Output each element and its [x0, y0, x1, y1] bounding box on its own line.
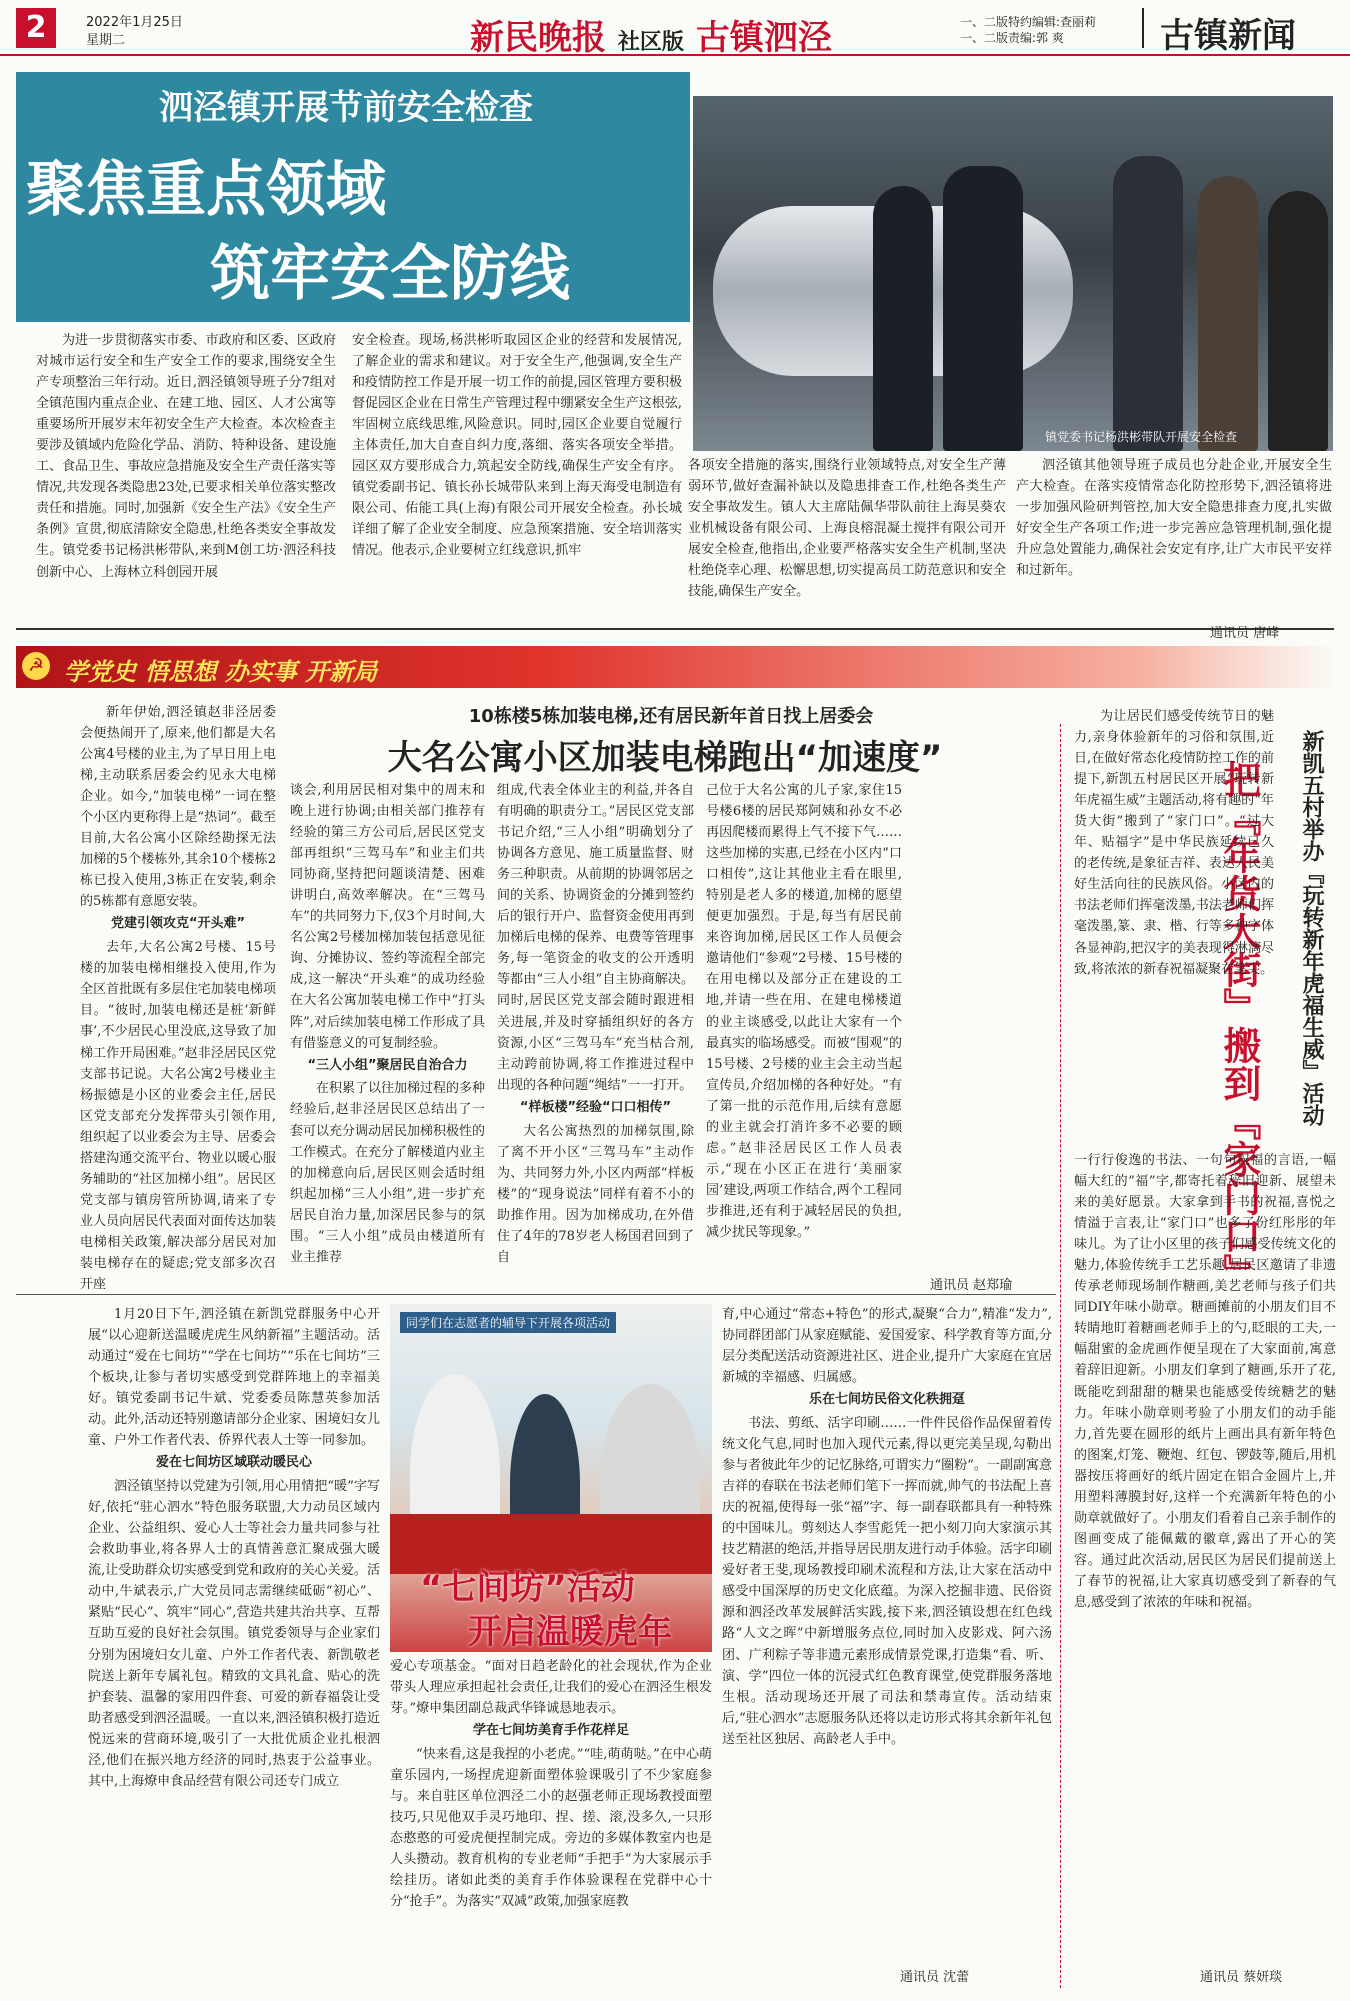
qijianfang-headline-1: “七间坊”活动 — [420, 1568, 635, 1608]
nianhuo-column-2 — [1074, 1150, 1336, 1613]
photo-person — [1113, 156, 1183, 451]
lead-byline: 通讯员 唐峰 — [1210, 626, 1280, 641]
qijianfang-text: 泗泾镇坚持以党建为引领,用心用情把“暖”字写好,依托“驻心泗水”特色服务联盟,大力动员区域内企业、公益组织、爱心人士等社会力量共同参与社会救助事业,将各界人士的真情善意汇聚成强大暖流,让受助群众切实感受到党和政府的关心关爱。活动中,牛斌表示,广大党员同志需继续砥砺“初心”、紧贴“民心”、筑牢“同心”,营造共建共治共享、互帮互助互爱的良好社会氛围。镇党委领导与企业家们分别为困境妇女儿童、户外工作者代表、新凯敬老院送上新年专属礼包。精致的文具礼盒、贴心的洗护套装、温馨的家用四件套、可爱的新春福袋让受助者感受到泗泾温暖。一直以来,泗泾镇积极打造近悦远来的营商环境,吸引了一大批优质企业扎根泗泾,他们在振兴地方经济的同时,热衷于公益事业。其中,上海燎申食品经营有限公司还专门成立 — [88, 1479, 380, 1789]
party-emblem-icon: ☭ — [22, 652, 50, 680]
qijianfang-text: 1月20日下午,泗泾镇在新凯党群服务中心开展“以心迎新送温暖虎虎生风纳新福”主题活动。活动通过“爱在七间坊”“学在七间坊”“乐在七间坊”三个板块,让参与者切实感受到党群阵地上的幸福美好。镇党委副书记牛斌、党委委员陈慧英参加活动。此外,活动还特别邀请部分企业家、困境妇女儿童、户外工作者代表、侨界代表人士等一同参加。 — [88, 1307, 380, 1449]
elevator-column-1 — [80, 702, 276, 1295]
lead-column-1 — [36, 330, 336, 583]
lead-photo — [693, 96, 1333, 451]
photo-person — [943, 166, 1023, 451]
nianhuo-byline: 通讯员 蔡妍琰 — [1200, 1970, 1283, 1985]
editor-credits — [960, 14, 1130, 46]
weekday-text: 星期二 — [86, 32, 126, 48]
elevator-byline: 通讯员 赵郑瑜 — [930, 1278, 1013, 1293]
qijianfang-photo-caption: 同学们在志愿者的辅导下开展各项活动 — [400, 1312, 616, 1333]
elevator-column-3 — [497, 780, 694, 1268]
section-title: 古镇新闻 — [1160, 16, 1296, 56]
elevator-column-2 — [290, 780, 485, 1268]
lead-text-3: 各项安全措施的落实,围绕行业领域特点,对安全生产薄弱环节,做好查漏补缺以及隐患排查工作,杜绝各类生产安全事故发生。镇人大主席陆佩华带队前往上海昊葵农业机械设备有限公司、上海良榕混凝土搅拌有限公司开展安全检查,他指出,企业要严格落实安全生产机制,坚决杜绝侥幸心理、松懈思想,切实提高员工防范意识和安全技能,确保生产安全。 — [688, 458, 1006, 600]
editor-line-2: 一、二版责编:郭 爽 — [960, 31, 1064, 46]
qijianfang-headline-2: 开启温暖虎年 — [468, 1612, 672, 1652]
lead-column-4 — [1016, 455, 1332, 581]
qijianfang-column-1 — [88, 1304, 380, 1792]
qijianfang-text: “快来看,这是我捏的小老虎。”“哇,萌萌哒。”在中心萌童乐园内,一场捏虎迎新面塑体验课吸引了不少家庭参与。来自驻区单位泗泾二小的赵强老师正现场教授面塑技巧,只见他双手灵巧地印、捏、搓、滚,没多久,一只形态憨憨的可爱虎便捏制完成。旁边的多媒体教室内也是人头攒动。教育机构的专业老师“手把手”为大家展示手绘挂历。诸如此类的美育手作体验课程在党群中心十分“抢手”。为落实“双减”政策,加强家庭教 — [390, 1746, 712, 1910]
date-text: 2022年1月25日 — [86, 15, 183, 30]
photo-person — [1268, 191, 1328, 451]
nianhuo-headline: 把『年货大街』搬到『家门口』 — [1216, 760, 1261, 1292]
lead-column-3 — [688, 455, 1006, 602]
elevator-text: 在积累了以往加梯过程的多种经验后,赵非泾居民区总结出了一套可以充分调动居民加梯积极性的工作模式。在充分了解楼道内业主的加梯意向后,居民区则会适时组织起加梯“三人小组”,进一步扩充居民自治力量,加深居民参与的氛围。“三人小组”成员由楼道所有业主推荐 — [290, 1081, 486, 1265]
lead-column-2 — [352, 330, 682, 562]
community-name: 古镇泗泾 — [695, 18, 832, 58]
masthead-divider — [1142, 8, 1144, 48]
lead-headline-2: 筑牢安全防线 — [210, 239, 570, 309]
nianhuo-text: 一行行俊逸的书法、一句句祝福的言语,一幅幅大红的“福”字,都寄托着辞旧迎新、展望未来的美好愿景。大家拿到手书的祝福,喜悦之情溢于言表,让“家门口”也多了份红彤彤的年味儿。为了让小区里的孩子们感受传统文化的魅力,体验传统手工艺乐趣,居民区邀请了非遗传承老师现场制作糖画,美艺老师与孩子们共同DIY年味小勋章。糖画摊前的小朋友们目不转睛地盯着糖画老师手上的勺,眨眼的工夫,一幅甜蜜的金虎画作便呈现在了大家面前,寓意着辞旧迎新。小朋友们拿到了糖画,乐开了花,既能吃到甜甜的糖果也能感受传统糖艺的魅力。年味小勋章则考验了小朋友们的动手能力,首先要在圆形的纸片上画出具有新年特色的图案,灯笼、鞭炮、红包、锣鼓等,随后,用机器按压将画好的纸片固定在铝合金圆片上,并用塑料薄膜封好,这样一个充满新年特色的小勋章就做好了。小朋友们看着自己亲手制作的图画变成了能佩戴的徽章,露出了开心的笑容。通过此次活动,居民区为居民们提前送上了春节的祝福,让大家真切感受到了新春的气息,感受到了浓浓的年味和祝福。 — [1074, 1153, 1336, 1610]
lead-text-4: 泗泾镇其他领导班子成员也分赴企业,开展安全生产大检查。在落实疫情常态化防控形势下,泗泾镇将进一步加强风险研判管控,加大安全隐患排查力度,扎实做好安全生产各项工作;进一步完善应急管理机制,强化提升应急处置能力,确保社会安定有序,让广大市民平安祥和过新年。 — [1016, 458, 1332, 579]
lead-headline-1: 聚焦重点领域 — [26, 155, 386, 225]
lead-photo-caption: 镇党委书记杨洪彬带队开展安全检查 — [1045, 430, 1238, 444]
nianhuo-side-title: 新凯五村举办『玩转新年虎福生威』活动 — [1299, 730, 1324, 1126]
qijianfang-subhead-2: 学在七间坊美育手作花样足 — [472, 1723, 629, 1739]
elevator-subhead-2: “三人小组”聚居民自治合力 — [307, 1057, 468, 1073]
photo-person — [1198, 176, 1258, 451]
paper-title — [470, 10, 832, 59]
issue-date — [86, 14, 183, 49]
qijianfang-text: 书法、剪纸、活字印刷……一件件民俗作品保留着传统文化气息,同时也加入现代元素,得以更完美呈现,勾勒出参与者彼此年少的记忆脉络,可谓实力“圈粉”。一副副寓意吉祥的春联在书法老师们笔下一挥而就,帅气的书法配上喜庆的祝福,使得每一张“福”字、每一副春联都具有一种特殊的中国味儿。剪刻达人李雪彪凭一把小刻刀向大家演示其技艺精湛的绝活,并指导居民朋友进行动手体验。活字印刷爱好者王斐,现场教授印刷术流程和方法,让大家在活动中感受中国深厚的历史文化底蕴。为深入挖掘非遗、民俗资源和泗泾改革发展鲜活实践,接下来,泗泾镇设想在红色线路“人文之晖”中新增服务点位,同时加入皮影戏、阿六汤团、广利粽子等非遗元素形成情景党课,打造集“看、听、演、学”四位一体的沉浸式红色教育课堂,使党群服务落地生根。活动现场还开展了司法和禁毒宣传。活动结束后,“驻心泗水”志愿服务队还将以走访形式将其余新年礼包送至社区独居、高龄老人手中。 — [722, 1415, 1052, 1747]
editor-line-1: 一、二版特约编辑:查丽莉 — [960, 15, 1097, 29]
column-divider — [1060, 724, 1061, 1988]
qijianfang-text: 育,中心通过“常态+特色”的形式,凝聚“合力”,精准“发力”,协同群团部门从家庭赋能、爱国爱家、科学教育等方面,分层分类配送活动资源进社区、进企业,提升广大家庭在宜居新城的幸福感、归属感。 — [722, 1307, 1052, 1386]
elevator-text: 大名公寓热烈的加梯氛围,除了离不开小区“三驾马车”主动作为、共同努力外,小区内两部“样板楼”的“现身说法”同样有着不小的助推作用。因为加梯成功,在外借住了4年的78岁老人杨国君回到了自 — [497, 1123, 694, 1265]
elevator-subhead-3: “样板楼”经验“口口相传” — [519, 1099, 672, 1115]
nianhuo-text: 为让居民们感受传统节日的魅力,亲身体验新年的习俗和氛围,近日,在做好常态化疫情防控工作的前提下,新凯五村居民区开展“玩转新年虎福生威”主题活动,将有趣的“年货大街”搬到了“家门口”。“过大年、贴福字”是中华民族延续已久的老传统,是象征吉祥、表达人民美好生活向往的民族风俗。小区内的书法老师们挥毫泼墨,书法老师们挥毫泼墨,篆、隶、楷、行等多种字体各显神韵,把汉字的美表现得淋漓尽致,将浓浓的新春祝福凝聚在笔尖。 — [1074, 709, 1274, 977]
qijianfang-subhead-3: 乐在七间坊民俗文化秩拥趸 — [808, 1392, 965, 1408]
qijianfang-column-3 — [722, 1304, 1052, 1750]
lead-text-1: 为进一步贯彻落实市委、市政府和区委、区政府对城市运行安全和生产安全工作的要求,围绕安全生产专项整治三年行动。近日,泗泾镇领导班子分7组对全镇范围内重点企业、在建工地、园区、人才公寓等重要场所开展岁末年初安全生产大检查。本次检查主要涉及镇域内危险化学品、消防、特种设备、建设施工、食品卫生、事故应急措施及安全生产责任落实等情况,共发现各类隐患23处,已要求相关单位落实整改责任和措施。同时,加强新《安全生产法》《安全生产条例》宣贯,彻底清除安全隐患,杜绝各类安全事故发生。镇党委书记杨洪彬带队,来到M创工坊·泗泾科技创新中心、上海林立科创园开展 — [36, 333, 336, 580]
elevator-subhead-1: 党建引领攻克“开头难” — [110, 916, 246, 932]
banner-slogan: 学党史 悟思想 办实事 开新局 — [64, 657, 378, 686]
qijianfang-subhead-1: 爱在七间坊区域联动暖民心 — [155, 1455, 312, 1471]
elevator-subtitle: 10栋楼5栋加装电梯,还有居民新年首日找上居委会 — [468, 706, 874, 727]
page-number: 2 — [16, 8, 56, 48]
qijianfang-byline: 通讯员 沈蕾 — [900, 1970, 970, 1985]
lead-kicker: 泗泾镇开展节前安全检查 — [159, 88, 533, 128]
elevator-headline: 大名公寓小区加装电梯跑出“加速度” — [387, 738, 943, 778]
nianhuo-column-1 — [1074, 706, 1274, 980]
elevator-text: 去年,大名公寓2号楼、15号楼的加装电梯相继投入使用,作为全区首批既有多层住宅加装电梯项目。“彼时,加装电梯还是桩‘新鲜事’,不少居民心里没底,这导致了加梯工作开局困难。”赵非泾居民区党支部书记说。大名公寓2号楼业主杨振德是小区的业委会主任,居民区党支部充分发挥带头引领作用,组织起了以业委会为主导、居委会搭建沟通交流平台、物业以暖心服务辅助的“社区加梯小组”。居民区党支部与镇房管所协调,请来了专业人员向居民代表面对面传达加装电梯相关政策,解决部分居民对加装电梯存在的疑虑;党支部多次召开座 — [80, 940, 276, 1293]
qijianfang-column-2 — [390, 1656, 712, 1912]
section-divider — [16, 1294, 1056, 1295]
qijianfang-text: 爱心专项基金。“面对日趋老龄化的社会现状,作为企业带头人理应承担起社会责任,让我们的爱心在泗泾生根发芽。”燎申集团副总裁武华锋诚恳地表示。 — [390, 1659, 712, 1717]
edition-label: 社区版 — [617, 29, 684, 55]
lead-text-2: 安全检查。现场,杨洪彬听取园区企业的经营和发展情况,了解企业的需求和建议。对于安全生产,他强调,安全生产和疫情防控工作是开展一切工作的前提,园区管理方要积极督促园区企业在日常生产管理过程中绷紧安全生产这根弦,牢固树立底线思维,风险意识。同时,园区企业要自觉履行主体责任,加大自查自纠力度,落细、落实各项安全举措。园区双方要形成合力,筑起安全防线,确保生产安全有序。镇党委副书记、镇长孙长城带队来到上海天海受电制造有限公司、佑能工具(上海)有限公司开展安全检查。孙长城详细了解了企业安全制度、应急预案措施、安全培训落实情况。他表示,企业要树立红线意识,抓牢 — [352, 333, 682, 559]
elevator-text: 谈会,利用居民相对集中的周末和晚上进行协调;由相关部门推荐有经验的第三方公司后,居民区党支部再组织“三驾马车”和业主们共同协商,坚持把问题谈清楚、困难讲明白,高效率解决。在“三驾马车”的共同努力下,仅3个月时间,大名公寓2号楼加梯加装包括意见征询、分摊协议、签约等流程全部完成,这一解决“开头难”的成功经验在大名公寓加装电梯工作中“打头阵”,对后续加装电梯工作形成了具有借鉴意义的可复制经验。 — [290, 783, 486, 1051]
elevator-text: 己位于大名公寓的儿子家,家住15号楼6楼的居民郑阿姨和孙女不必再因爬楼而累得上气不接下气……这些加梯的实惠,已经在小区内“口口相传”,这让其他业主看在眼里,特别是老人多的楼道,加梯的愿望便更加强烈。于是,每当有居民前来咨询加梯,居民区工作人员便会邀请他们“参观”2号楼、15号楼的在用电梯以及部分正在建设的工地,并请一些在用、在建电梯楼道的业主谈感受,以此让大家有一个最真实的临场感受。而被“围观”的15号楼、2号楼的业主会主动当起宣传员,介绍加梯的各种好处。“有了第一批的示范作用,后续有意愿的业主就会打消许多不必要的顾虑。”赵非泾居民区工作人员表示,“现在小区正在进行‘美丽家园’建设,两项工作结合,两个工程同步推进,还有利于减轻居民的负担,减少扰民等现象。” — [706, 783, 902, 1240]
elevator-text: 新年伊始,泗泾镇赵非泾居委会便热闹开了,原来,他们都是大名公寓4号楼的业主,为了早日用上电梯,主动联系居委会约见永大电梯企业。如今,“加装电梯”一词在整个小区内更称得上是“热词”。截至目前,大名公寓小区除经勘探无法加梯的5个楼栋外,其余10个楼栋2栋已投入使用,3栋正在安装,剩余的5栋都有意愿安装。 — [80, 705, 276, 910]
photo-person — [873, 186, 933, 451]
elevator-text: 组成,代表全体业主的利益,并各自有明确的职责分工。”居民区党支部书记介绍,“三人小组”明确划分了协调各方意见、施工质量监督、财务三种职责。从前期的协调邻居之间的关系、协调资金的分摊到签约后的银行开户、监督资金使用再到加梯后电梯的保养、电费等管理事务,每一笔资金的收支的公开透明等都由“三人小组”自主协商解决。同时,居民区党支部会随时跟进相关进展,并及时穿插组织好的各方资源,小区“三驾马车”充当枯合剂,主动跨前协调,将工作推进过程中出现的各种问题“绳结”一一打开。 — [497, 783, 694, 1093]
paper-name: 新民晚报 — [470, 18, 606, 58]
elevator-column-4 — [706, 780, 902, 1243]
